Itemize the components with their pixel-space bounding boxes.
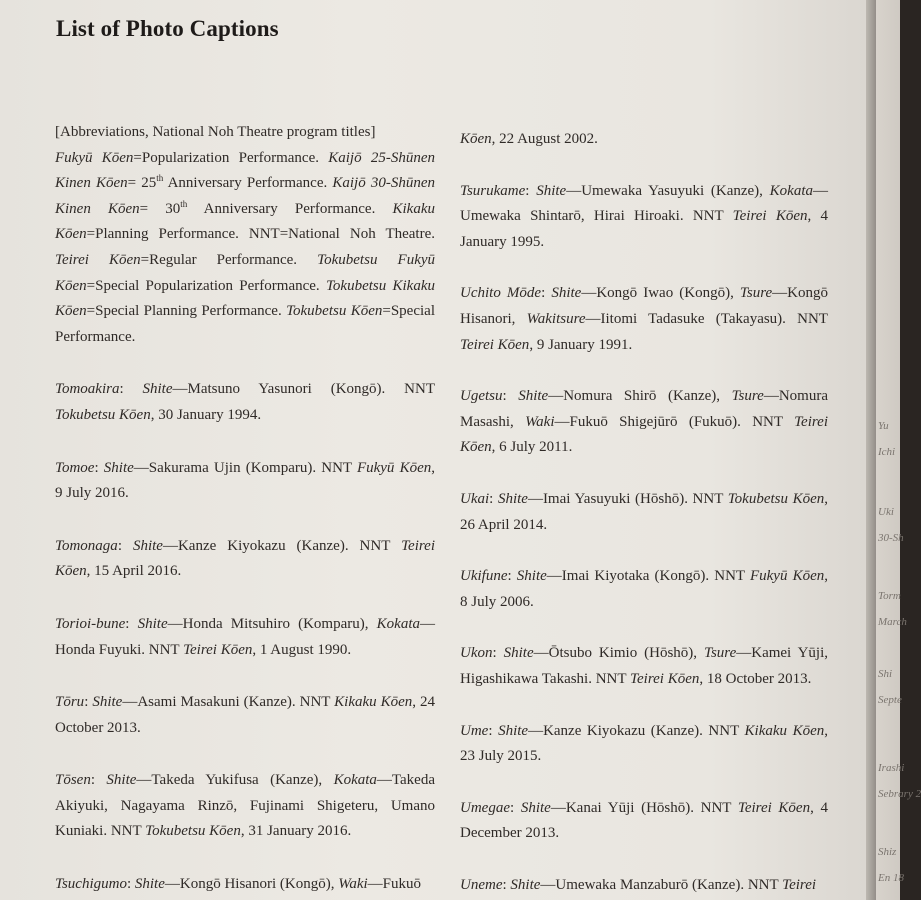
- caption-entry: Ukon: Shite—Ōtsubo Kimio (Hōshō), Tsure—Kamei Yūji, Higashikawa Takashi. NNT Teirei Kōen, 18 October 2013.: [460, 645, 829, 687]
- page-title: List of Photo Captions: [56, 16, 279, 41]
- edge-text: Yu: [878, 420, 889, 432]
- caption-entry: Tomoakira: Shite—Matsuno Yasunori (Kongō). NNT Tokubetsu Kōen, 30 January 1994.: [55, 381, 435, 423]
- abbreviations-text: Fukyū Kōen=Popularization Performance. Kaijō 25-Shūnen Kinen Kōen= 25th Anniversary Performance. Kaijō 30-Shūnen Kinen Kōen= 30th Anniversary Performance. Kikaku Kōen=Planning Performance. NNT=National Noh Theatre. Teirei Kōen=Regular Performance. Tokubetsu Fukyū Kōen=Special Popularization Performance. Tokubetsu Kikaku Kōen=Special Planning Performance. Tokubetsu Kōen=Special Performance.: [55, 149, 436, 345]
- edge-text: Ichi: [878, 446, 896, 458]
- edge-text: Uki: [878, 506, 894, 518]
- caption-entry: Ukai: Shite—Imai Yasuyuki (Hōshō). NNT Tokubetsu Kōen, 26 April 2014.: [460, 490, 828, 533]
- edge-text: Septe: [878, 694, 902, 706]
- caption-entry: Uneme: Shite—Umewaka Manzaburō (Kanze). NNT Teirei: [460, 876, 817, 893]
- edge-text: Torm: [878, 590, 901, 602]
- caption-entry: Tomoe: Shite—Sakurama Ujin (Komparu). NNT Fukyū Kōen, 9 July 2016.: [55, 459, 435, 502]
- caption-entry: Tsurukame: Shite—Umewaka Yasuyuki (Kanze), Kokata—Umewaka Shintarō, Hirai Hiroaki. NNT Teirei Kōen, 4 January 1995.: [460, 182, 828, 250]
- caption-entry: Torioi-bune: Shite—Honda Mitsuhiro (Komparu), Kokata—Honda Fuyuki. NNT Teirei Kōen, 1 August 1990.: [55, 615, 435, 658]
- caption-entry: Tomonaga: Shite—Kanze Kiyokazu (Kanze). NNT Teirei Kōen, 15 April 2016.: [55, 537, 435, 580]
- next-page-edge: [876, 0, 921, 900]
- edge-text: En 18: [878, 872, 904, 884]
- edge-text: Irashi: [878, 762, 905, 774]
- caption-entry: Ugetsu: Shite—Nomura Shirō (Kanze), Tsure—Nomura Masashi, Waki—Fukuō Shigejūrō (Fukuō). NNT Teirei Kōen, 6 July 2011.: [460, 388, 828, 456]
- caption-entry: Tōru: Shite—Asami Masakuni (Kanze). NNT Kikaku Kōen, 24 October 2013.: [55, 694, 435, 736]
- caption-entry: Ume: Shite—Kanze Kiyokazu (Kanze). NNT Kikaku Kōen, 23 July 2015.: [460, 722, 828, 765]
- caption-entry: Uchito Mōde: Shite—Kongō Iwao (Kongō), Tsure—Kongō Hisanori, Wakitsure—Iitomi Tadasuke (Takayasu). NNT Teirei Kōen, 9 January 1991.: [460, 285, 829, 353]
- left-column: [55, 120, 435, 898]
- right-column: [460, 127, 828, 898]
- abbreviations-heading: [Abbreviations, National Noh Theatre program titles]: [55, 124, 376, 140]
- edge-text: March: [878, 616, 907, 628]
- caption-continuation: Kōen, 22 August 2002.: [460, 131, 598, 147]
- edge-text: Shi: [878, 668, 893, 680]
- edge-text: Sebrary 2: [878, 788, 921, 800]
- caption-entry: Umegae: Shite—Kanai Yūji (Hōshō). NNT Teirei Kōen, 4 December 2013.: [460, 799, 829, 842]
- edge-text: Shiz: [878, 846, 897, 858]
- edge-text: 30-Sh: [878, 532, 904, 544]
- caption-entry: Ukifune: Shite—Imai Kiyotaka (Kongō). NNT Fukyū Kōen, 8 July 2006.: [460, 568, 828, 610]
- caption-entry: Tsuchigumo: Shite—Kongō Hisanori (Kongō), Waki—Fukuō: [55, 876, 422, 893]
- caption-entry: Tōsen: Shite—Takeda Yukifusa (Kanze), Kokata—Takeda Akiyuki, Nagayama Rinzō, Fujinami Shigeteru, Umano Kuniaki. NNT Tokubetsu Kōen, 31 January 2016.: [55, 772, 435, 840]
